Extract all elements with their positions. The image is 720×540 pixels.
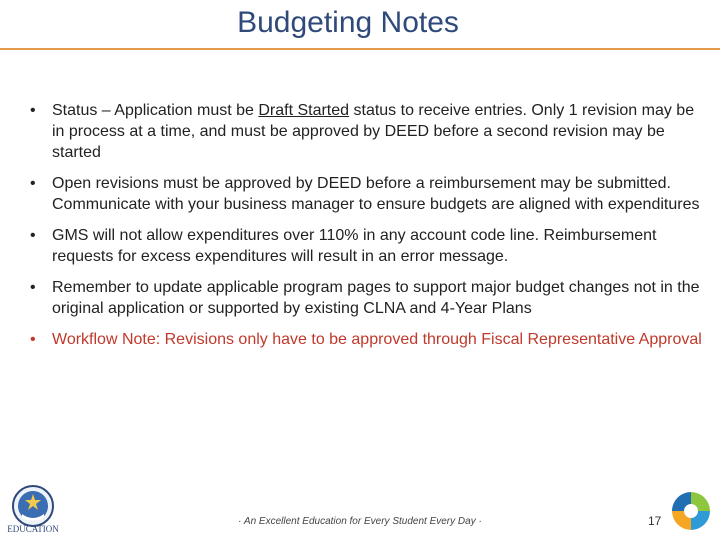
bullet-text-part: status to receive entries. Only 1 revision may be in process at a time, and must be approved by DEED before a second revision may be started [52,102,695,161]
bullet-item-open-revisions [28,173,710,215]
bullet-glyph: • [30,175,36,192]
bullet-glyph: • [30,331,36,348]
bullet-list [28,100,710,360]
footer-tagline: · An Excellent Education for Every Student Every Day · [238,516,482,527]
bullet-item-gms-limit [28,225,710,267]
slide-title: Budgeting Notes [237,6,459,39]
draft-started-term: Draft Started [258,102,350,119]
logo-wordmark: EDUCATION [7,524,59,534]
bullet-glyph: • [30,227,36,244]
bullet-text-part: Status – Application must be [52,102,259,119]
title-divider [0,48,720,50]
bullet-glyph: • [30,279,36,296]
bullet-item-status [28,100,710,163]
bullet-glyph: • [30,102,36,119]
education-seal-logo [4,484,62,536]
bullet-text: Remember to update applicable program pages to support major budget changes not in the original application or supported by existing CLNA and 4-Year Plans [52,279,700,317]
bullet-text: Open revisions must be approved by DEED before a reimbursement may be submitted. Communicate with your business manager to ensure budgets are aligned with expenditures [52,175,700,213]
bullet-text: Workflow Note: Revisions only have to be approved through Fiscal Representative Approval [52,331,702,348]
page-number: 17 [648,514,662,528]
bullet-item-workflow-note [28,329,710,350]
swirl-logo-icon [668,488,714,534]
bullet-text: GMS will not allow expenditures over 110% in any account code line. Reimbursement requests for excess expenditures will result in an error message. [52,227,657,265]
bullet-item-program-pages [28,277,710,319]
